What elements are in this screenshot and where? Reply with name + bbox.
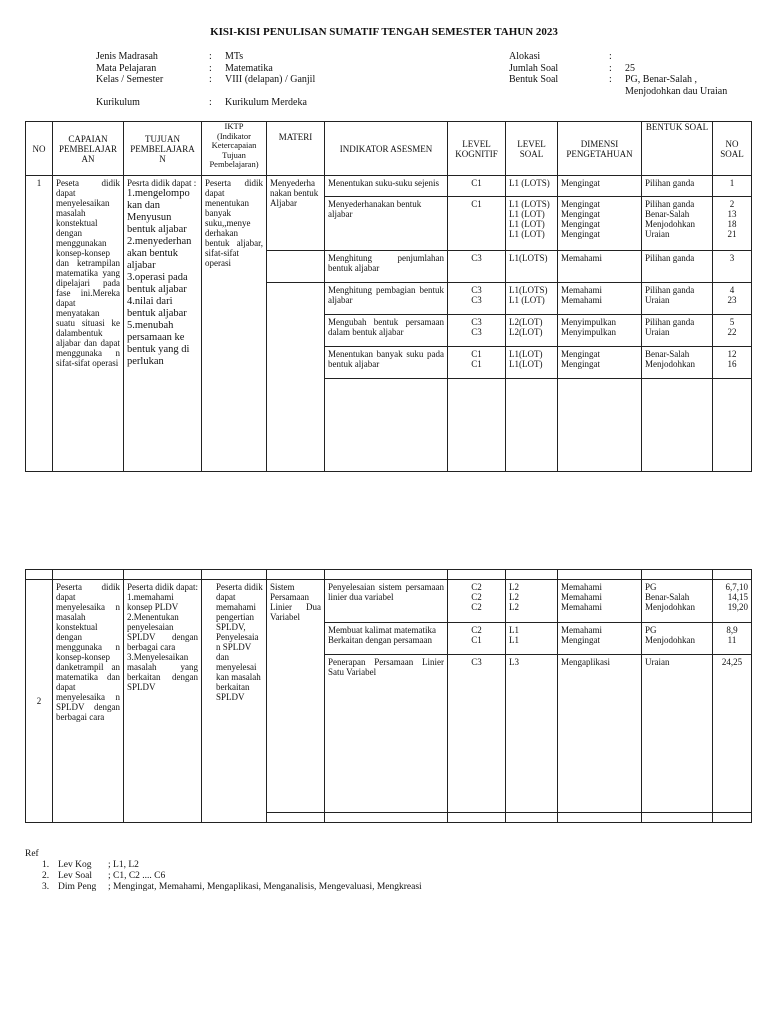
dimensi-pengetahuan: Menyimpulkan Menyimpulkan xyxy=(558,315,642,347)
bentuk-soal: Benar-Salah Menjodohkan xyxy=(642,347,713,379)
empty-cell xyxy=(53,570,124,580)
no-soal: 8,9 11 xyxy=(713,623,752,655)
empty-cell xyxy=(506,570,558,580)
bentuk-soal: PG Menjodohkan xyxy=(642,623,713,655)
header-cp: CAPAIAN PEMBELAJAR AN xyxy=(53,122,124,176)
tujuan-pembelajaran xyxy=(124,176,202,472)
ref-name: Dim Peng xyxy=(58,881,97,892)
meta-colon: : xyxy=(609,63,612,74)
level-kognitif: C1 xyxy=(448,197,506,251)
document-title: KISI-KISI PENULISAN SUMATIF TENGAH SEMESTER TAHUN 2023 xyxy=(210,26,558,38)
materi: Menyederha nakan bentuk Aljabar xyxy=(267,176,325,251)
dimensi-pengetahuan: Memahami Mengingat xyxy=(558,623,642,655)
empty-cell xyxy=(448,379,506,472)
indikator-asesmen: Membuat kalimat matematika Berkaitan dengan persamaan xyxy=(325,623,448,655)
level-soal: L1(LOT) L1(LOT) xyxy=(506,347,558,379)
header-level-kognitif: LEVEL KOGNITIF xyxy=(448,122,506,176)
empty-cell xyxy=(642,813,713,823)
iktp: Peserta didik dapat memahami pengertian SPLDV, Penyelesaia n SPLDV dan menyelesai kan masalah berkaitan SPLDV xyxy=(202,580,267,823)
ref-desc: ; L1, L2 xyxy=(108,859,139,870)
level-soal: L1 (LOTS) xyxy=(506,176,558,197)
empty-cell xyxy=(267,813,325,823)
indikator-asesmen: Menentukan banyak suku pada bentuk aljabar xyxy=(325,347,448,379)
empty-cell xyxy=(558,379,642,472)
empty-cell xyxy=(267,570,325,580)
dimensi-pengetahuan: Mengingat Mengingat xyxy=(558,347,642,379)
no-soal: 1 xyxy=(713,176,752,197)
kisi-kisi-table-1 xyxy=(25,121,752,472)
level-kognitif: C3 xyxy=(448,251,506,283)
empty-cell xyxy=(642,570,713,580)
empty-cell xyxy=(713,813,752,823)
no-soal: 3 xyxy=(713,251,752,283)
header-dimensi: DIMENSI PENGETAHUAN xyxy=(558,122,642,176)
level-soal: L1(LOTS) L1 (LOT) xyxy=(506,283,558,315)
level-kognitif: C1 xyxy=(448,176,506,197)
bentuk-soal: Uraian xyxy=(642,655,713,813)
empty-cell xyxy=(558,570,642,580)
level-kognitif: C2 C1 xyxy=(448,623,506,655)
header-bentuk: BENTUK SOAL xyxy=(642,122,713,176)
meta-label: Jumlah Soal xyxy=(509,63,559,74)
dimensi-pengetahuan: Memahami Memahami Memahami xyxy=(558,580,642,623)
indikator-asesmen: Menghitung pembagian bentuk aljabar xyxy=(325,283,448,315)
meta-row-kurikulum xyxy=(96,97,396,109)
empty-cell xyxy=(713,570,752,580)
ref-name: Lev Kog xyxy=(58,859,92,870)
meta-label: Kurikulum xyxy=(96,97,140,108)
no-soal: 2 13 18 21 xyxy=(713,197,752,251)
indikator-asesmen: Penyelesaian sistem persamaan linier dua variabel xyxy=(325,580,448,623)
meta-value: MTs xyxy=(225,51,244,62)
empty-cell xyxy=(506,813,558,823)
header-no-soal: NO SOAL xyxy=(713,122,752,176)
ref-num: 2. xyxy=(42,870,50,881)
no-soal: 12 16 xyxy=(713,347,752,379)
tp-intro: Pesrta didik dapat : xyxy=(127,178,197,188)
meta-label: Jenis Madrasah xyxy=(96,51,158,62)
ref-desc: ; C1, C2 .... C6 xyxy=(108,870,166,881)
meta-value: 25 xyxy=(625,63,635,74)
bentuk-soal: Pilihan ganda xyxy=(642,176,713,197)
meta-row-bentuk xyxy=(509,74,759,100)
no-soal: 24,25 xyxy=(713,655,752,813)
ref-title: Ref xyxy=(25,849,39,859)
capaian-pembelajaran: Peseta didik dapat menyelesaikan masalah konstektual dengan menggunakan konsep-konsep dan ketrampilan matematika yang dipelajari pada fase ini.Mereka dapat menyatakan suatu situasi ke dalambentuk aljabar dan dapat menggunaka n sifat-sifat operasi xyxy=(53,176,124,472)
meta-colon: : xyxy=(209,51,212,62)
tujuan-pembelajaran: Peserta didik dapat: 1.memahami konsep PLDV 2.Menentukan penyelesaian SPLDV dengan berbagai cara 3.Menyelesaikan masalah yang berkaitan dengan SPLDV xyxy=(124,580,202,823)
dimensi-pengetahuan: Memahami Memahami xyxy=(558,283,642,315)
empty-cell xyxy=(506,379,558,472)
no-soal: 5 22 xyxy=(713,315,752,347)
meta-colon: : xyxy=(209,74,212,85)
references xyxy=(25,849,745,899)
materi-empty xyxy=(267,283,325,472)
empty-cell xyxy=(558,813,642,823)
materi: Sistem Persamaan Linier Dua Variabel xyxy=(267,580,325,813)
header-tp: TUJUAN PEMBELAJARA N xyxy=(124,122,202,176)
dimensi-pengetahuan: Memahami xyxy=(558,251,642,283)
meta-colon: : xyxy=(609,51,612,62)
meta-value: Matematika xyxy=(225,63,273,74)
header-materi: MATERI xyxy=(267,122,325,176)
iktp: Peserta didik dapat menentukan banyak suku,,menye derhakan bentuk aljabar, sifat-sifat operasi xyxy=(202,176,267,472)
level-kognitif: C3 xyxy=(448,655,506,813)
no-soal: 4 23 xyxy=(713,283,752,315)
table-row xyxy=(26,176,752,197)
indikator-asesmen: Menentukan suku-suku sejenis xyxy=(325,176,448,197)
ref-name: Lev Soal xyxy=(58,870,93,881)
level-soal: L2 L2 L2 xyxy=(506,580,558,623)
bentuk-soal: Pilihan ganda Uraian xyxy=(642,315,713,347)
materi-empty xyxy=(267,251,325,283)
row-number: 2 xyxy=(26,580,53,823)
level-soal: L1(LOTS) xyxy=(506,251,558,283)
dimensi-pengetahuan: Mengingat xyxy=(558,176,642,197)
meta-colon: : xyxy=(209,63,212,74)
meta-colon: : xyxy=(609,74,612,85)
indikator-asesmen: Menyederhanakan bentuk aljabar xyxy=(325,197,448,251)
bentuk-soal: Pilihan ganda Uraian xyxy=(642,283,713,315)
level-kognitif: C2 C2 C2 xyxy=(448,580,506,623)
ref-item xyxy=(25,871,745,882)
empty-cell xyxy=(448,813,506,823)
empty-cell xyxy=(713,379,752,472)
empty-cell xyxy=(325,813,448,823)
indikator-asesmen: Mengubah bentuk persamaan dalam bentuk aljabar xyxy=(325,315,448,347)
meta-value: Kurikulum Merdeka xyxy=(225,97,307,108)
level-soal: L3 xyxy=(506,655,558,813)
empty-cell xyxy=(26,570,53,580)
dimensi-pengetahuan: Mengingat Mengingat Mengingat Mengingat xyxy=(558,197,642,251)
meta-value: PG, Benar-Salah , Menjodohkan dau Uraian xyxy=(625,74,728,97)
meta-value: VIII (delapan) / Ganjil xyxy=(225,74,316,85)
meta-label: Bentuk Soal xyxy=(509,74,559,85)
ref-item xyxy=(25,860,745,871)
table-row xyxy=(26,580,752,623)
meta-left xyxy=(96,51,396,111)
meta-label: Kelas / Semester xyxy=(96,74,164,85)
bentuk-soal: Pilihan ganda xyxy=(642,251,713,283)
indikator-asesmen: Penerapan Persamaan Linier Satu Variabel xyxy=(325,655,448,813)
level-kognitif: C3 C3 xyxy=(448,283,506,315)
ref-desc: ; Mengingat, Memahami, Mengaplikasi, Menganalisis, Mengevaluasi, Mengkreasi xyxy=(108,881,422,892)
empty-cell xyxy=(325,379,448,472)
meta-row-kelas xyxy=(96,74,396,86)
level-soal: L2(LOT) L2(LOT) xyxy=(506,315,558,347)
tp-items: 1.mengelompo kan dan Menyusun bentuk aljabar 2.menyederhan akan bentuk aljabar 3.operasi pada bentuk aljabar 4.nilai dari bentuk aljabar 5.menubah persamaan ke bentuk yang di perlukan xyxy=(127,188,192,367)
capaian-pembelajaran: Peserta didik dapat menyelesaika n masalah konstektual dengan menggunaka n konsep-konsep danketrampil an matematika dan dapat menyelesaika n SPLDV dengan berbagai cara xyxy=(53,580,124,823)
level-kognitif: C3 C3 xyxy=(448,315,506,347)
meta-colon: : xyxy=(209,97,212,108)
kisi-kisi-table-2 xyxy=(25,569,752,823)
ref-item xyxy=(25,882,745,893)
empty-cell xyxy=(325,570,448,580)
bentuk-soal: Pilihan ganda Benar-Salah Menjodohkan Uraian xyxy=(642,197,713,251)
meta-right xyxy=(509,51,759,101)
no-soal: 6,7,10 14,15 19,20 xyxy=(713,580,752,623)
empty-cell xyxy=(448,570,506,580)
ref-num: 3. xyxy=(42,881,50,892)
meta-row-alokasi xyxy=(509,51,759,63)
bentuk-soal: PG Benar-Salah Menjodohkan xyxy=(642,580,713,623)
meta-row-madrasah xyxy=(96,51,396,63)
meta-label: Alokasi xyxy=(509,51,541,62)
header-level-soal: LEVEL SOAL xyxy=(506,122,558,176)
dimensi-pengetahuan: Mengaplikasi xyxy=(558,655,642,813)
header-iktp: IKTP (Indikator Ketercapaian Tujuan Pembelajaran) xyxy=(202,122,267,176)
meta-label: Mata Pelajaran xyxy=(96,63,157,74)
level-kognitif: C1 C1 xyxy=(448,347,506,379)
empty-cell xyxy=(202,570,267,580)
level-soal: L1 (LOTS) L1 (LOT) L1 (LOT) L1 (LOT) xyxy=(506,197,558,251)
header-no: NO xyxy=(26,122,53,176)
ref-num: 1. xyxy=(42,859,50,870)
level-soal: L1 L1 xyxy=(506,623,558,655)
header-row xyxy=(26,122,752,176)
empty-cell xyxy=(642,379,713,472)
empty-cell xyxy=(124,570,202,580)
header-indikator: INDIKATOR ASESMEN xyxy=(325,122,448,176)
table-row-top xyxy=(26,570,752,580)
indikator-asesmen: Menghitung penjumlahan bentuk aljabar xyxy=(325,251,448,283)
row-number: 1 xyxy=(26,176,53,472)
